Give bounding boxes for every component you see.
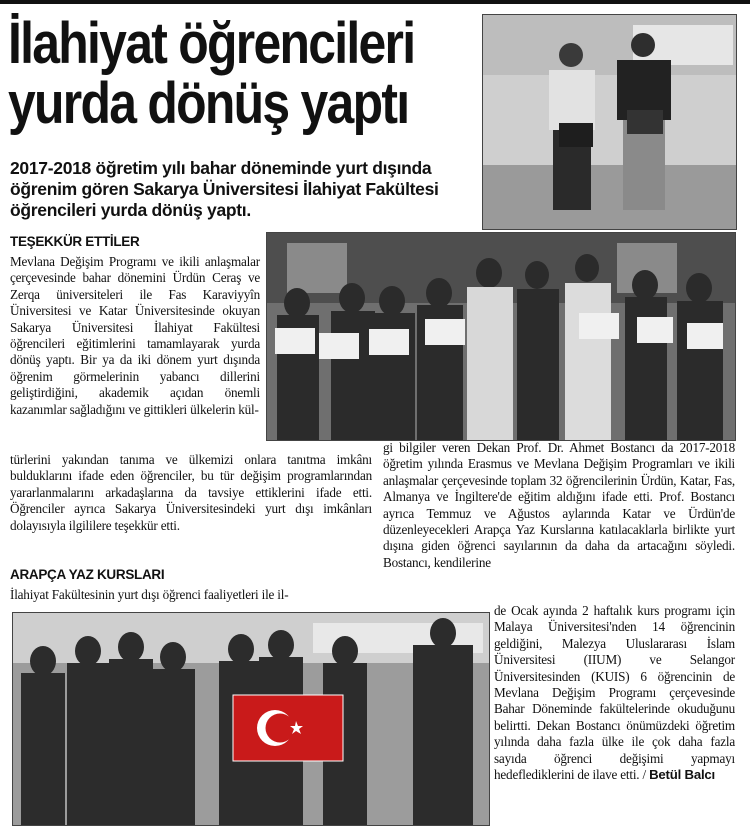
body-column-1b: türlerini yakından tanıma ve ülkemizi onlara tanıtma imkânı bulduklarını ifade eden öğrenciler, bu tür değişim programlarından yararlanmalarını arkadaşlarına da tavsiye ettiklerini ifade etti. Öğrenciler ayrıca Sakarya Üniversitesindeki yurt dışı imkânları dolayısıyla ilgililere teşekkür etti. (10, 452, 372, 533)
body-column-2b-text: de Ocak ayında 2 haftalık kurs programı için Malaya Üniversitesi'nden 14 öğrencinin geldiğini, Malezya Uluslararası İslam Üniversitesi (IIUM) ve Selangor Üniversitesinden (KUIS) 6 öğrencinin de Mevlana Değişim Programı çerçevesinde Bahar Döneminde fakültelerinde okuduğunu belirtti. Dekan Bostancı önümüzdeki öğretim yılında daha fazla ülke ile çok daha fazla sayıda öğrenci değişimi yapmayı hedeflediklerini de ilave etti. / (494, 603, 735, 783)
photo-group-certificates (266, 232, 736, 441)
subhead-thanks: TEŞEKKÜR ETTİLER (10, 234, 140, 249)
body-column-2b (494, 603, 735, 783)
body-column-1a: Mevlana Değişim Programı ve ikili anlaşmalar çerçevesinde bahar dönemini Ürdün Ceraş ve Zerqa üniversiteleri ile Fas Karaviyyîn Üniversitesi ve Katar Üniversitesinde okuyan Sakarya Üniversitesi İlahiyat Fakültesi öğrencileri eğitimlerini tamamlayarak yurda dönüş yaptı. Bir ya da iki dönem yurt dışında öğrenim görmelerinin yabancı dillerini geliştirdiğini, akademik açıdan önemli kazanımlar sağladığını ve gittikleri ülkelerin kül- (10, 254, 260, 417)
photo-two-students (482, 14, 737, 230)
body-column-1c: İlahiyat Fakültesinin yurt dışı öğrenci faaliyetleri ile il- (10, 587, 289, 602)
headline (8, 11, 415, 136)
top-rule (0, 0, 750, 4)
body-column-2a: gi bilgiler veren Dekan Prof. Dr. Ahmet Bostancı da 2017-2018 öğretim yılında Erasmus ve Mevlana Değişim Programları ve ikili anlaşmalar çerçevesinde toplam 32 öğrencilerinin Ürdün, Katar, Fas, Almanya ve İngiltere'de eğitim aldığını ifade etti. Prof. Bostancı ayrıca Temmuz ve Ağustos aylarında Katar ve Ürdün'de düzenleyecekleri Arapça Yaz Kurslarına katılacaklarla birlikte yurt dışına giden öğrenci sayılarının da daha da artacağını söyledi. Bostancı, kendilerine (383, 440, 735, 570)
author-signature: Betül Balcı (649, 767, 716, 783)
photo-group-with-flag (12, 612, 490, 826)
headline-line-2: yurda dönüş yaptı (8, 71, 409, 136)
subhead-arabic-summer-courses: ARAPÇA YAZ KURSLARI (10, 567, 165, 582)
headline-line-1: İlahiyat öğrencileri (8, 11, 415, 76)
deck-summary: 2017-2018 öğretim yılı bahar döneminde yurt dışında öğrenim gören Sakarya Üniversitesi İlahiyat Fakültesi öğrencileri yurda dönüş yaptı. (10, 158, 439, 220)
